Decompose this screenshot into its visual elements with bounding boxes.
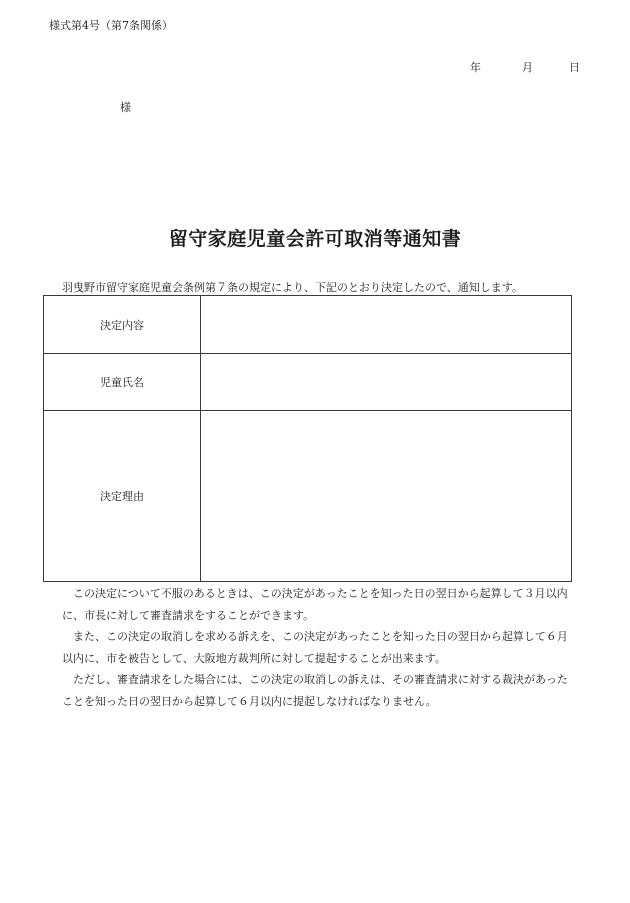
decision-reason-value bbox=[201, 411, 572, 582]
date-year: 年 bbox=[470, 61, 481, 74]
note-paragraph-lawsuit: また、この決定の取消しを求める訴えを、この決定があったことを知った日の翌日から起算して６月以内に、市を被告として、大阪地方裁判所に対して提起することが出来ます。 bbox=[62, 630, 568, 665]
table-row-decision-reason bbox=[44, 411, 572, 582]
note-paragraph-review: この決定について不服のあるときは、この決定があったことを知った日の翌日から起算して３月以内に、市長に対して審査請求をすることができます。 bbox=[62, 587, 568, 622]
addressee-suffix: 様 bbox=[120, 101, 131, 114]
form-number: 様式第4号（第7条関係） bbox=[49, 19, 173, 32]
date-day: 日 bbox=[569, 61, 580, 74]
date-month: 月 bbox=[522, 61, 533, 74]
decision-content-value bbox=[201, 296, 572, 354]
note-paragraph-proviso: ただし、審査請求をした場合には、この決定の取消しの訴えは、その審査請求に対する裁決があったことを知った日の翌日から起算して６月以内に提起しなければなりません。 bbox=[62, 673, 568, 708]
decision-reason-label: 決定理由 bbox=[44, 411, 201, 582]
appeal-notes bbox=[62, 583, 578, 712]
table-row-child-name bbox=[44, 354, 572, 411]
child-name-label: 児童氏名 bbox=[44, 354, 201, 411]
intro-text: 羽曳野市留守家庭児童会条例第７条の規定により、下記のとおり決定したので、通知します。 bbox=[62, 281, 523, 294]
child-name-value bbox=[201, 354, 572, 411]
decision-table bbox=[43, 295, 572, 582]
table-row-decision-content bbox=[44, 296, 572, 354]
decision-content-label: 決定内容 bbox=[44, 296, 201, 354]
document-title: 留守家庭児童会許可取消等通知書 bbox=[168, 228, 462, 250]
